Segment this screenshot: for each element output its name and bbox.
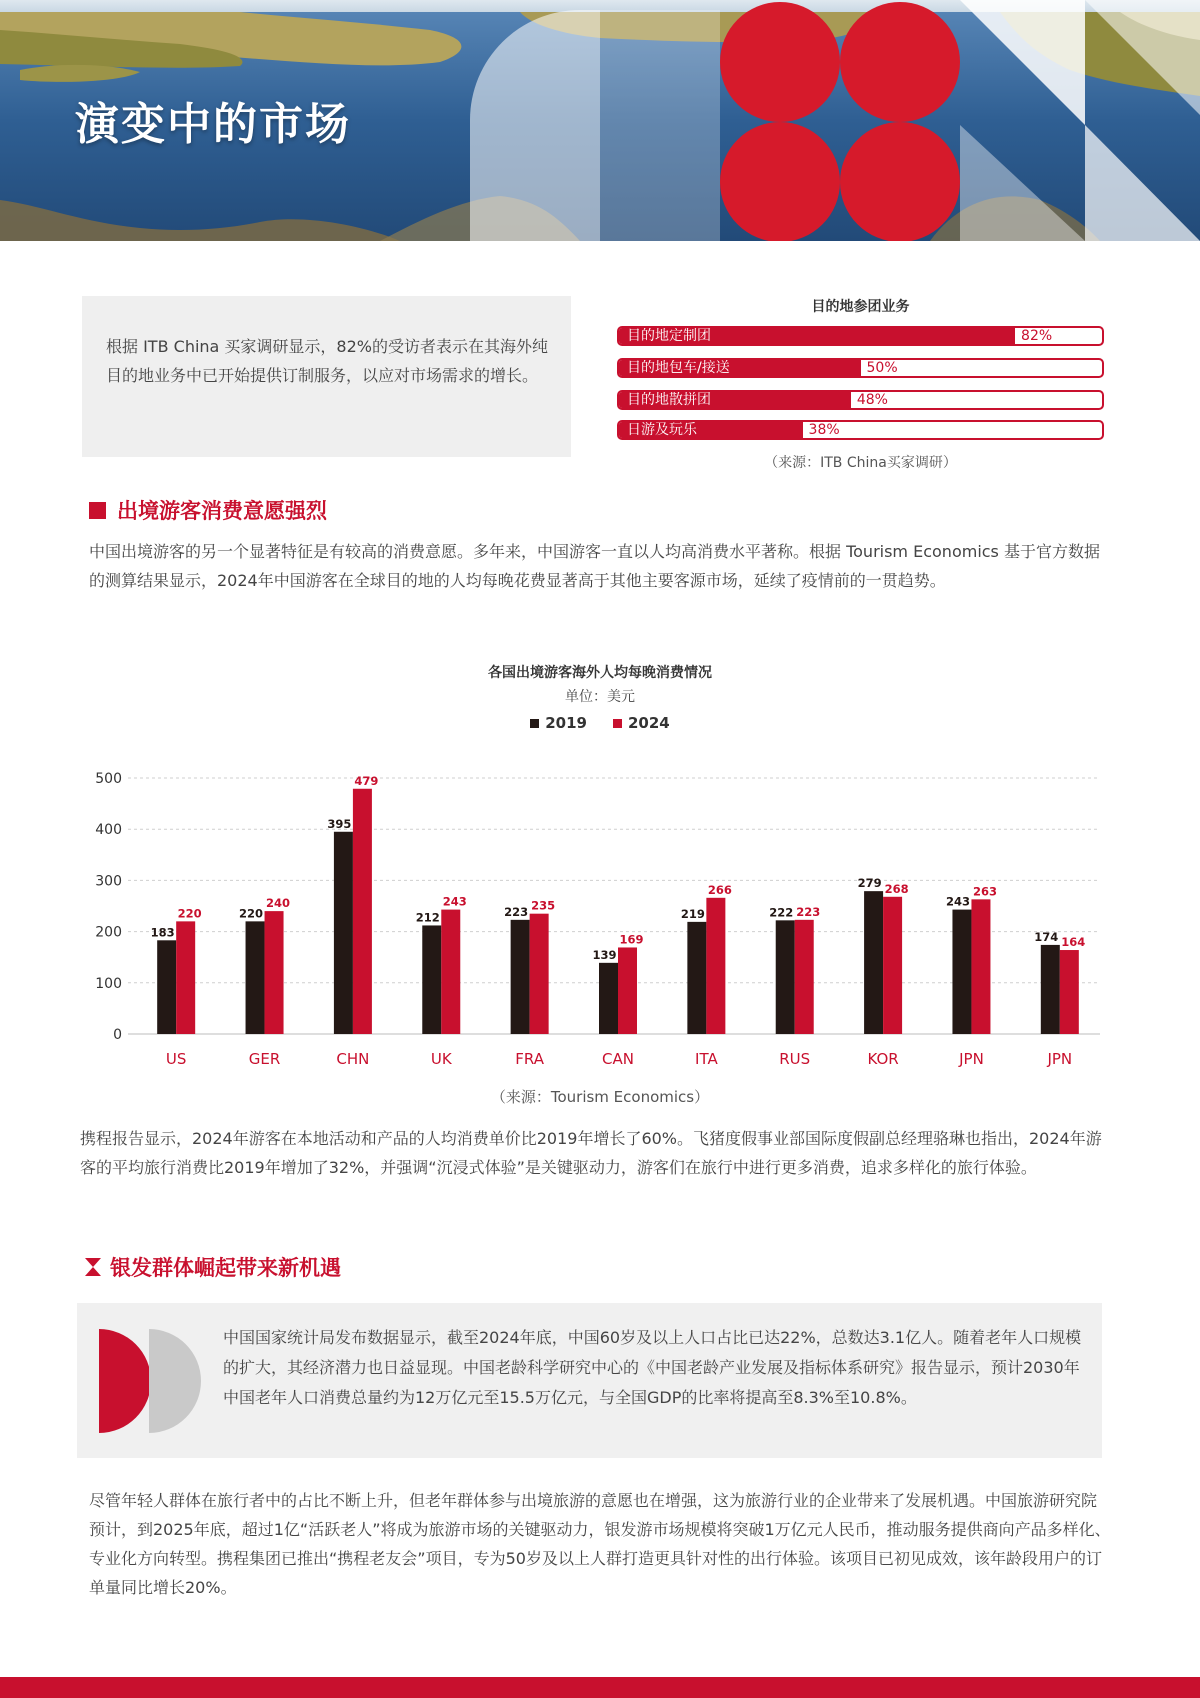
legend-swatch [530, 719, 539, 728]
chart-source: （来源：Tourism Economics） [490, 1088, 710, 1106]
bar-2019 [511, 920, 530, 1034]
data-label: 223 [796, 904, 821, 919]
y-tick-label: 0 [113, 1027, 122, 1043]
data-label: 395 [327, 816, 352, 831]
data-label: 479 [354, 773, 379, 788]
x-tick-label: KOR [867, 1050, 899, 1068]
data-label: 243 [945, 894, 970, 909]
dest-bar-pct: 50% [866, 360, 898, 376]
data-label: 268 [884, 881, 909, 896]
data-label: 139 [592, 947, 617, 962]
dest-bar-pct: 82% [1021, 328, 1053, 344]
spending-column-chart [80, 758, 1120, 1076]
section-heading-spending [89, 495, 327, 525]
bar-2019 [599, 963, 618, 1034]
chart-legend [300, 714, 900, 732]
y-tick-label: 400 [95, 822, 122, 839]
legend-swatch [613, 719, 622, 728]
bar-2024 [795, 920, 814, 1034]
data-label: 266 [707, 882, 732, 897]
bar-2024 [883, 897, 902, 1034]
dest-bar-label: 目的地包车/接送 [627, 360, 730, 376]
bar-2019 [776, 920, 795, 1034]
bar-2024 [441, 910, 460, 1034]
data-label: 222 [769, 905, 794, 920]
bar-2024 [176, 921, 195, 1034]
y-tick-label: 300 [95, 873, 122, 890]
data-label: 279 [857, 876, 882, 891]
x-tick-label: JPN [1047, 1050, 1073, 1068]
bar-2019 [334, 832, 353, 1034]
data-label: 174 [1034, 929, 1059, 944]
dest-bar-label: 日游及玩乐 [627, 422, 697, 438]
data-label: 243 [442, 894, 467, 909]
dest-chart-source: （来源：ITB China买家调研） [764, 455, 957, 471]
x-tick-label: UK [430, 1050, 452, 1068]
bar-2024 [1060, 950, 1079, 1034]
bar-2024 [265, 911, 284, 1034]
hourglass-icon [84, 1257, 102, 1277]
bar-2019 [1041, 945, 1060, 1034]
bar-2024 [706, 898, 725, 1034]
data-label: 219 [680, 906, 705, 921]
y-tick-label: 500 [95, 771, 122, 787]
dest-bar-row [617, 390, 1104, 410]
data-label: 223 [504, 904, 529, 919]
dest-bar-label: 目的地定制团 [627, 328, 711, 344]
bar-2024 [971, 899, 990, 1034]
x-tick-label: FRA [515, 1050, 544, 1068]
data-label: 220 [239, 906, 264, 921]
chart-title: 各国出境游客海外人均每晚消费情况 [488, 665, 712, 681]
dest-bar-label: 目的地散拼团 [627, 392, 711, 408]
legend-label: 2024 [628, 714, 670, 732]
chart-unit: 单位：美元 [565, 689, 635, 705]
legend-item-2024 [613, 714, 670, 732]
data-label: 263 [972, 884, 997, 899]
x-tick-label: ITA [695, 1050, 718, 1068]
legend-label: 2019 [545, 714, 587, 732]
square-bullet-icon [89, 502, 106, 519]
intro-callout [82, 296, 571, 457]
dest-bar-pct: 48% [856, 392, 888, 408]
dest-bar-row [617, 358, 1104, 378]
data-label: 164 [1061, 935, 1086, 950]
bar-2019 [864, 891, 883, 1034]
data-label: 169 [619, 932, 644, 947]
hero-banner [0, 0, 1200, 241]
bar-2019 [157, 940, 176, 1034]
data-label: 212 [415, 910, 440, 925]
x-tick-label: CHN [336, 1050, 370, 1068]
dest-bar-row [617, 326, 1104, 346]
silver-callout-text: 中国国家统计局发布数据显示，截至2024年底，中国60岁及以上人口占比已达22%，总数达3.1亿人。随着老年人口规模的扩大，其经济潜力也日益显现。中国老龄科学研究中心的《中国老龄产业发展及指标体系研究》报告显示，预计2030年中国老年人口消费总量约为12万亿元至15.5万亿元，与全国GDP的比率将提高至8.3%至10.8%。 [223, 1328, 1082, 1407]
dest-chart-title: 目的地参团业务 [811, 299, 910, 315]
page-title: 演变中的市场 [75, 99, 351, 150]
section-heading-text: 银发群体崛起带来新机遇 [110, 1256, 341, 1280]
bar-2019 [687, 922, 706, 1034]
section-heading-text: 出境游客消费意愿强烈 [117, 499, 327, 523]
silver-callout [77, 1303, 1102, 1458]
bar-2024 [618, 947, 637, 1034]
bar-2019 [422, 925, 441, 1034]
footer-bar [0, 1677, 1200, 1698]
data-label: 240 [266, 896, 291, 911]
y-tick-label: 200 [95, 924, 122, 941]
after-chart-paragraph: 携程报告显示，2024年游客在本地活动和产品的人均消费单价比2019年增长了60%。飞猪度假事业部国际度假副总经理骆琳也指出，2024年游客的平均旅行消费比2019年增加了32%，并强调“沉浸式体验”是关键驱动力，游客们在旅行中进行更多消费，追求多样化的旅行体验。 [80, 1129, 1102, 1177]
data-label: 183 [150, 925, 175, 940]
data-label: 235 [531, 898, 556, 913]
x-tick-label: JPN [959, 1050, 984, 1068]
legend-item-2019 [530, 714, 587, 732]
x-tick-label: US [165, 1050, 187, 1068]
x-tick-label: CAN [602, 1050, 634, 1068]
dest-bar-row [617, 420, 1104, 440]
bar-2024 [353, 789, 372, 1034]
dest-bar-pct: 38% [808, 422, 840, 438]
x-tick-label: RUS [779, 1050, 811, 1068]
half-circles-icon [97, 1329, 207, 1433]
bar-2019 [246, 921, 265, 1034]
x-tick-label: GER [248, 1050, 281, 1068]
section-heading-silver [84, 1252, 341, 1282]
intro-text: 根据 ITB China 买家调研显示，82%的受访者表示在其海外纯目的地业务中已开始提供订制服务，以应对市场需求的增长。 [106, 337, 548, 385]
section1-paragraph: 中国出境游客的另一个显著特征是有较高的消费意愿。多年来，中国游客一直以人均高消费水平著称。根据 Tourism Economics 基于官方数据的测算结果显示，2024年中国游客在全球目的地的人均每晚花费显著高于其他主要客源市场，延续了疫情前的一贯趋势。 [89, 542, 1100, 590]
bar-2019 [952, 910, 971, 1034]
section2-paragraph: 尽管年轻人群体在旅行者中的占比不断上升，但老年群体参与出境旅游的意愿也在增强，这为旅游行业的企业带来了发展机遇。中国旅游研究院预计，到2025年底，超过1亿“活跃老人”将成为旅游市场的关键驱动力，银发游市场规模将突破1万亿元人民币，推动服务提供商向产品多样化、专业化方向转型。携程集团已推出“携程老友会”项目，专为50岁及以上人群打造更具针对性的出行体验。该项目已初见成效，该年龄段用户的订单量同比增长20%。 [89, 1491, 1111, 1597]
y-tick-label: 100 [95, 975, 122, 992]
bar-2024 [530, 914, 549, 1034]
data-label: 220 [177, 906, 202, 921]
